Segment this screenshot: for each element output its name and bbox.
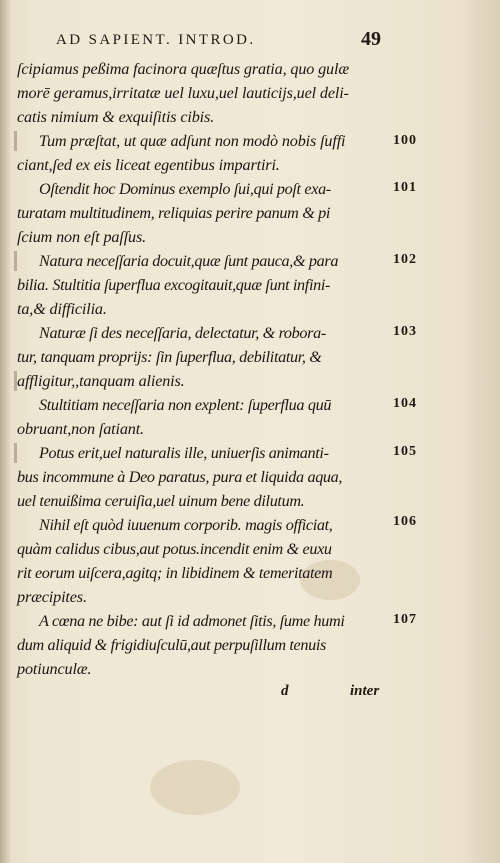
paper-stain xyxy=(150,760,240,815)
text-line: affligitur,,tanquam alienis. xyxy=(17,372,185,390)
margin-number: 101 xyxy=(393,180,417,195)
page-number: 49 xyxy=(361,28,381,50)
page-gutter xyxy=(0,0,10,863)
text-line: præcipites. xyxy=(17,588,87,606)
text-line: turatam multitudinem, reliquias perire panum & pi xyxy=(17,204,331,222)
text-line: morē geramus,irritatæ uel luxu,uel lauticijs,uel deli- xyxy=(17,84,349,102)
signature-mark: d xyxy=(281,683,289,699)
text-line: Naturæ ſi des neceſſaria, delectatur, & robora- xyxy=(39,324,326,342)
text-line: obruant,non ſatiant. xyxy=(17,420,144,438)
paragraph-mark xyxy=(14,443,17,463)
running-header: AD SAPIENT. INTROD. xyxy=(56,32,256,48)
paragraph-mark xyxy=(14,371,17,391)
margin-number: 103 xyxy=(393,324,417,339)
text-line: dum aliquid & frigidiuſculū,aut perpuſillum tenuis xyxy=(17,636,326,654)
margin-number: 106 xyxy=(393,514,417,529)
margin-number: 107 xyxy=(393,612,417,627)
paragraph-mark xyxy=(14,131,17,151)
margin-number: 102 xyxy=(393,252,417,267)
paragraph-mark xyxy=(14,251,17,271)
text-line: Nihil eſt quòd iuuenum corporib. magis officiat, xyxy=(39,516,333,534)
text-line: uel tenuißima ceruiſia,uel uinum bene dilutum. xyxy=(17,492,305,510)
text-line: ta,& difficilia. xyxy=(17,300,107,318)
catchword: inter xyxy=(350,683,380,699)
text-line: Tum præſtat, ut quæ adſunt non modò nobis ſuffi xyxy=(39,132,346,150)
margin-number: 100 xyxy=(393,133,417,148)
body-text xyxy=(17,57,397,681)
margin-number: 104 xyxy=(393,396,417,411)
text-line: A cœna ne bibe: aut ſi id admonet ſitis, ſume humi xyxy=(39,612,345,630)
text-line: Stultitiam neceſſaria non explent: ſuperflua quū xyxy=(39,396,332,414)
text-line: bus incommune à Deo paratus, pura et liquida aqua, xyxy=(17,468,343,486)
text-line: Natura neceſſaria docuit,quæ ſunt pauca,& para xyxy=(39,252,339,270)
text-line: bilia. Stultitia ſuperflua excogitauit,quæ ſunt infini- xyxy=(17,276,331,294)
text-line: ciant,ſed ex eis liceat egentibus impartiri. xyxy=(17,156,280,174)
text-line: ſcipiamus peßima facinora quæſtus gratia, quo gulæ xyxy=(17,60,349,78)
text-line: tur, tanquam proprijs: ſin ſuperflua, debilitatur, & xyxy=(17,348,322,366)
text-line: Oſtendit hoc Dominus exemplo ſui,qui poſt exa- xyxy=(39,180,331,198)
text-line: Potus erit,uel naturalis ille, uniuerſis animanti- xyxy=(39,444,329,462)
text-line: potiunculæ. xyxy=(17,660,92,678)
text-line: quàm calidus cibus,aut potus.incendit enim & euxu xyxy=(17,540,332,558)
text-line: rit eorum uiſcera,agitq; in libidinem & temeritatem xyxy=(17,564,333,582)
text-line: ſcium non eſt paſſus. xyxy=(17,228,147,246)
margin-number: 105 xyxy=(393,444,417,459)
text-line: catis nimium & exquiſitis cibis. xyxy=(17,108,215,126)
